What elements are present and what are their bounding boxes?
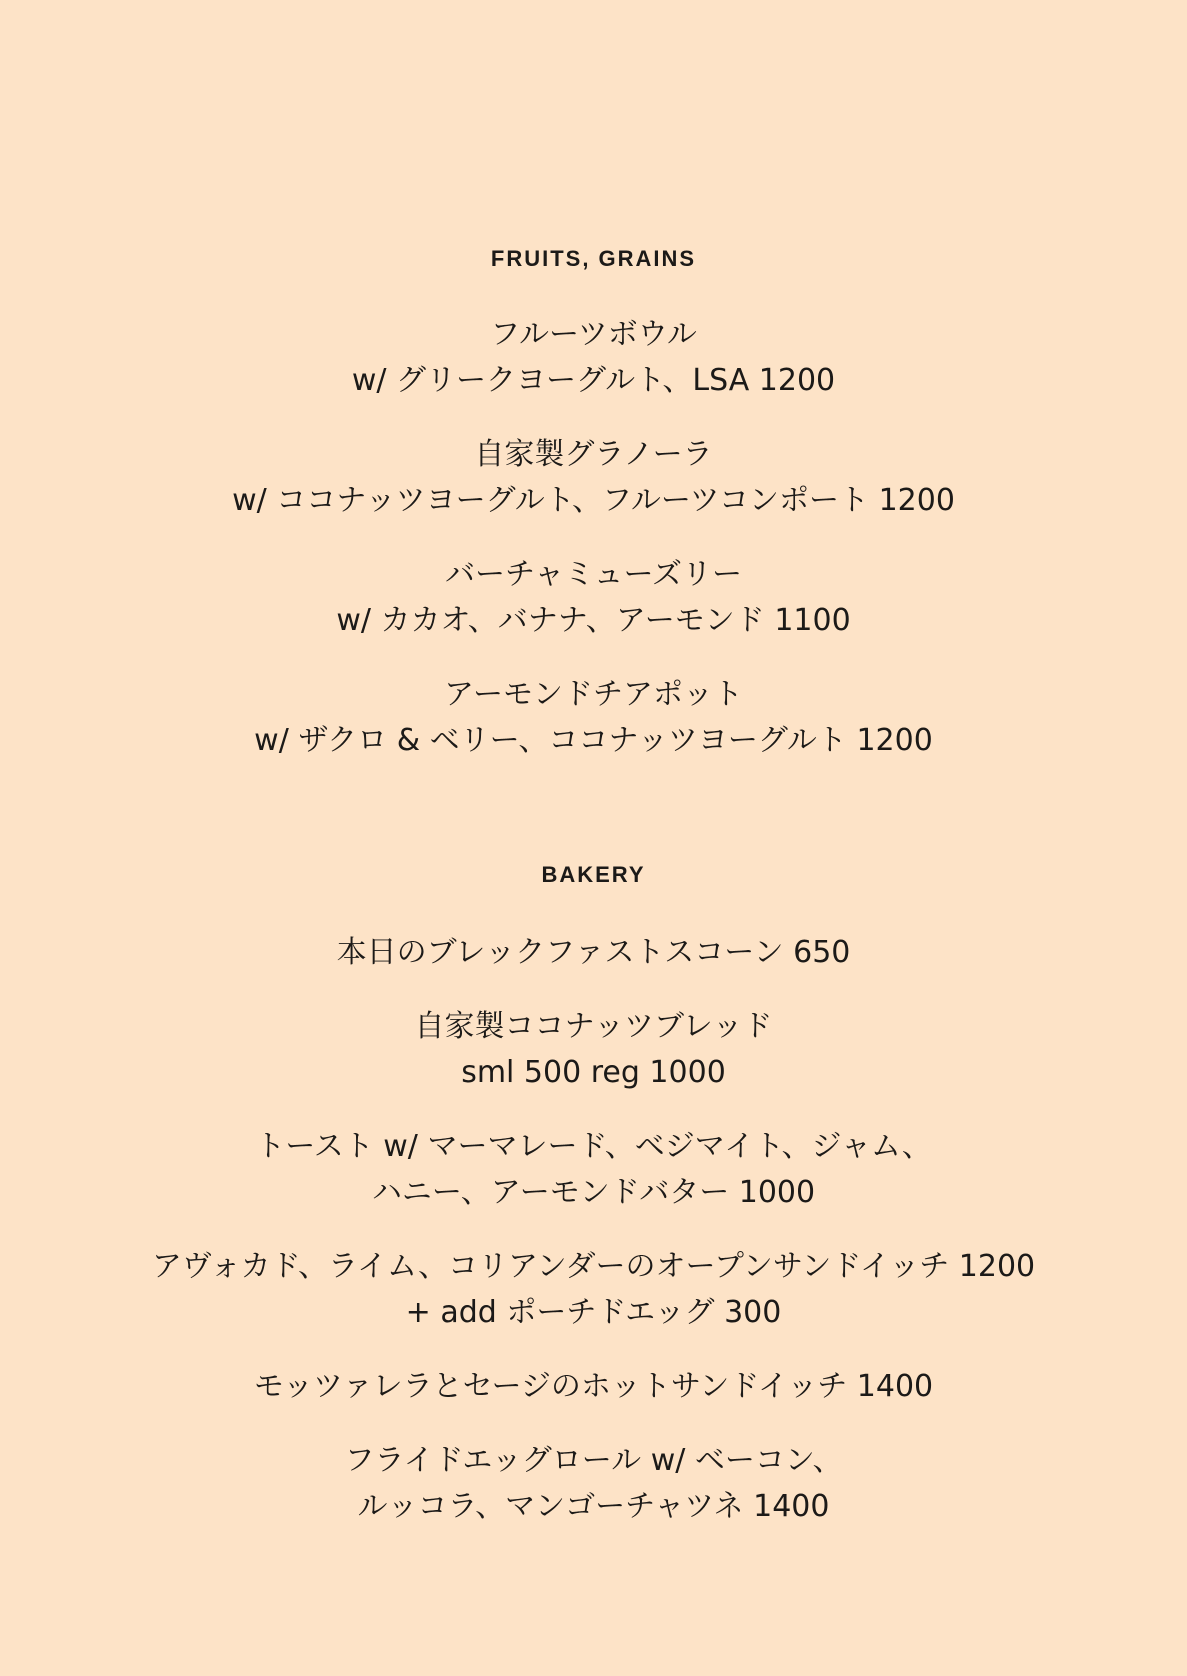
item-detail: ハニー、アーモンドバター 1000 <box>371 1175 816 1210</box>
item-detail: w/ カカオ、バナナ、アーモンド 1100 <box>336 603 851 638</box>
item-name: フルーツボウル <box>490 317 697 352</box>
menu-item-toast <box>0 1124 1187 1216</box>
item-detail: ルッコラ、マンゴーチャツネ 1400 <box>357 1489 830 1524</box>
menu-item-bircher-muesli <box>0 552 1187 644</box>
menu-item-fruit-bowl <box>0 312 1187 404</box>
section-heading-fruits-grains: FRUITS, GRAINS <box>490 246 697 271</box>
item-detail: w/ ザクロ & ベリー、ココナッツヨーグルト 1200 <box>254 723 933 758</box>
item-detail: sml 500 reg 1000 <box>461 1055 726 1090</box>
item-name: アヴォカド、ライム、コリアンダーのオープンサンドイッチ 1200 <box>151 1249 1036 1284</box>
item-name: 本日のブレックファストスコーン 650 <box>336 935 851 970</box>
item-name: アーモンドチアポット <box>443 677 744 712</box>
item-name: 自家製グラノーラ <box>474 437 713 472</box>
item-name: モッツァレラとセージのホットサンドイッチ 1400 <box>253 1369 934 1404</box>
section-heading-bakery: BAKERY <box>541 862 646 887</box>
menu-item-hot-sandwich <box>0 1364 1187 1410</box>
menu-item-granola <box>0 432 1187 524</box>
item-name: トースト w/ マーマレード、ベジマイト、ジャム、 <box>255 1129 932 1164</box>
item-name: フライドエッグロール w/ ベーコン、 <box>344 1443 843 1478</box>
item-name: バーチャミューズリー <box>445 557 742 592</box>
menu-item-fried-egg-roll <box>0 1438 1187 1530</box>
menu-item-coconut-bread <box>0 1004 1187 1096</box>
item-detail: w/ ココナッツヨーグルト、フルーツコンポート 1200 <box>232 483 955 518</box>
menu-item-almond-chia-pot <box>0 672 1187 764</box>
item-name: 自家製ココナッツブレッド <box>414 1009 773 1044</box>
item-detail: w/ グリークヨーグルト、LSA 1200 <box>351 363 836 398</box>
item-detail: + add ポーチドエッグ 300 <box>405 1295 782 1330</box>
menu-item-avocado-sandwich <box>0 1244 1187 1336</box>
menu-item-scone <box>0 930 1187 976</box>
